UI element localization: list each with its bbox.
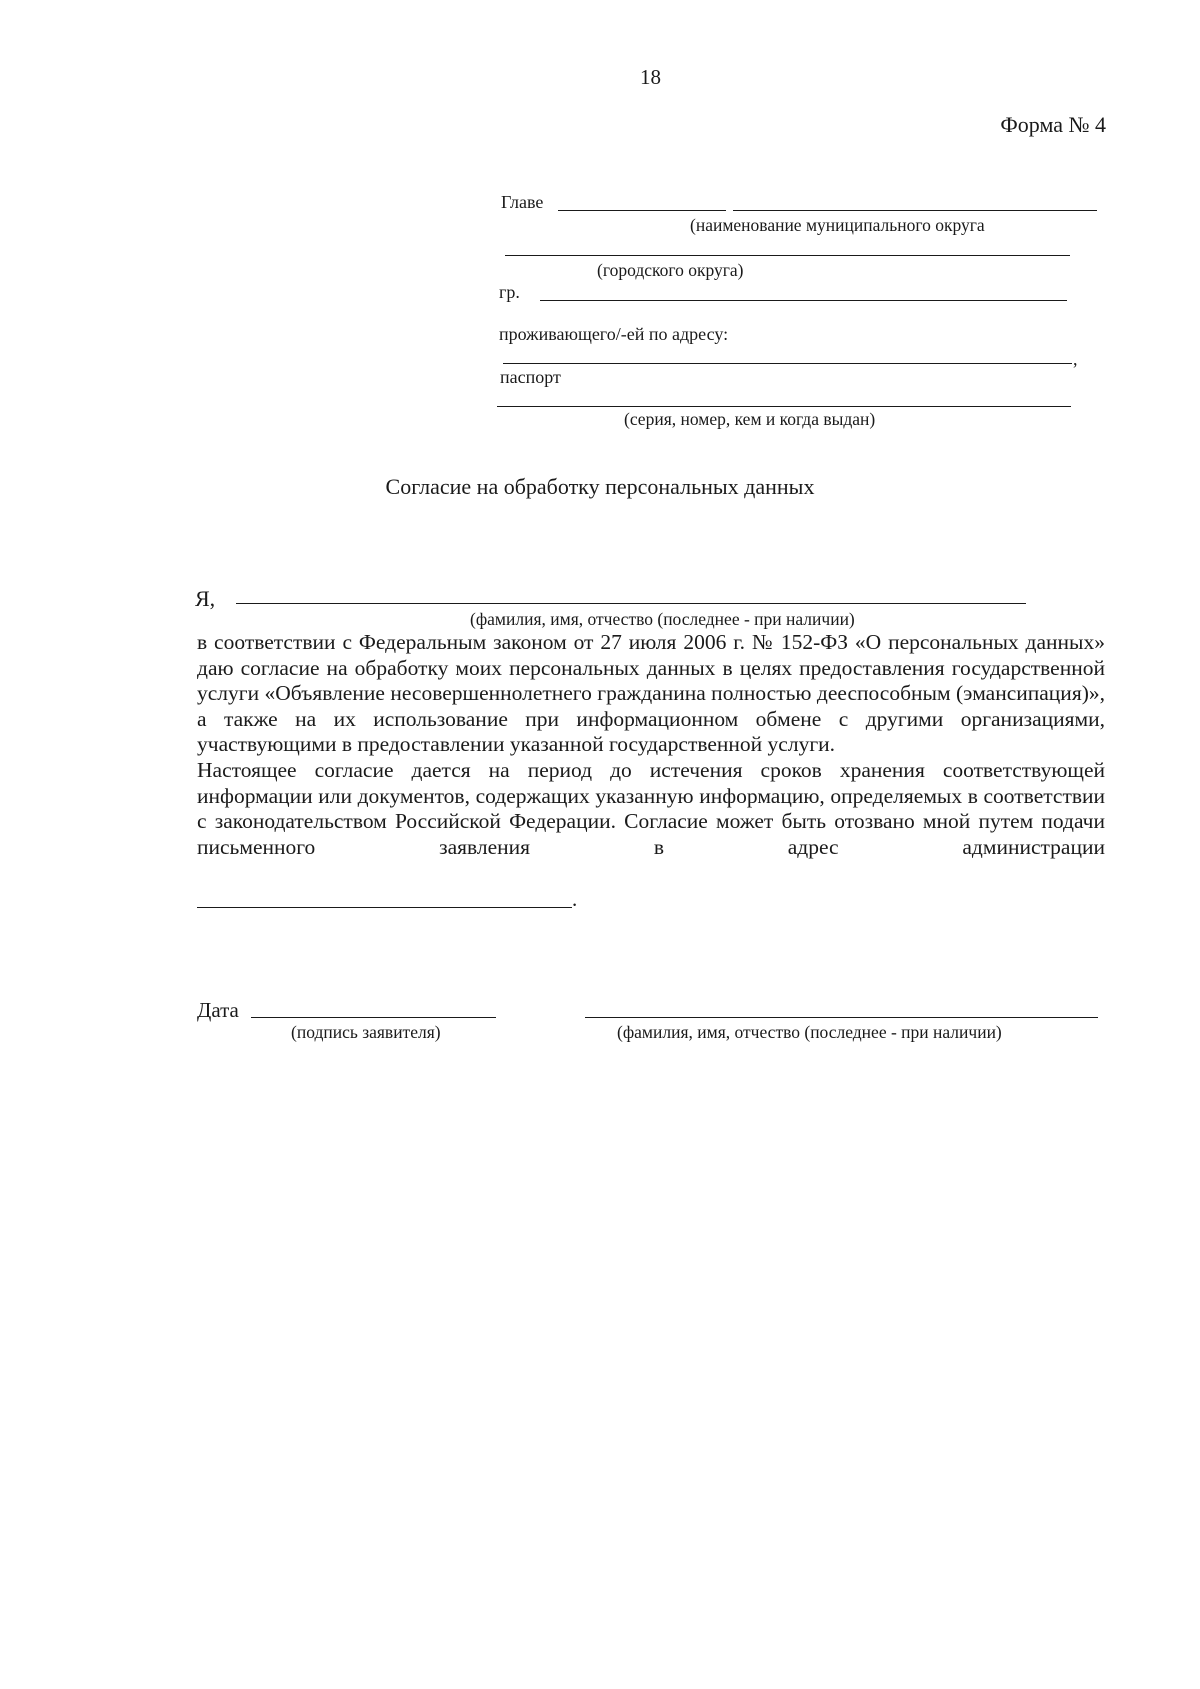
page-number: 18 [640, 65, 661, 89]
form-number: Форма № 4 [1000, 112, 1106, 137]
municipality-caption: (наименование муниципального округа [690, 215, 985, 235]
passport-label: паспорт [500, 367, 561, 387]
addressee-to-label: Главе [501, 192, 544, 212]
applicant-fio-caption: (фамилия, имя, отчество (последнее - при наличии) [470, 609, 855, 629]
signer-fio-line [585, 1017, 1098, 1018]
administration-line [197, 907, 572, 908]
head-name-line-2 [733, 210, 1097, 211]
citizen-label: гр. [499, 282, 520, 302]
citizen-name-line [540, 300, 1067, 301]
passport-line [497, 406, 1071, 407]
passport-caption: (серия, номер, кем и когда выдан) [624, 409, 876, 429]
residence-line [503, 363, 1072, 364]
date-signature-line [251, 1017, 496, 1018]
applicant-fio-line [236, 603, 1026, 604]
end-period: . [572, 887, 578, 911]
signer-fio-caption: (фамилия, имя, отчество (последнее - при наличии) [617, 1022, 1002, 1042]
residence-comma: , [1073, 349, 1078, 369]
signature-caption: (подпись заявителя) [291, 1022, 441, 1042]
consent-paragraph-2: Настоящее согласие дается на период до истечения сроков хранения соответствующей информации или документов, содержащих указанную информацию, определяемых в соответствии с законодательством Российской Федерации. Согласие может быть отозвано мной путем подачи письменного заявления в адрес администрации [197, 757, 1105, 859]
document-title: Согласие на обработку персональных данных [385, 474, 815, 499]
i-label: Я, [195, 586, 216, 611]
city-district-caption: (городского округа) [597, 260, 744, 280]
municipality-line [505, 255, 1070, 256]
consent-paragraph-1: в соответствии с Федеральным законом от 27 июля 2006 г. № 152-ФЗ «О персональных данных» даю согласие на обработку моих персональных данных в целях предоставления государственной услуги «Объявление несовершеннолетнего гражданина полностью дееспособным (эмансипация)», а также на их использование при информационном обмене с другими организациями, участвующими в предоставлении указанной государственной услуги. [197, 630, 1105, 757]
head-name-line-1 [558, 210, 726, 211]
consent-body [197, 630, 1105, 860]
residence-label: проживающего/-ей по адресу: [499, 324, 729, 344]
date-label: Дата [197, 998, 239, 1022]
